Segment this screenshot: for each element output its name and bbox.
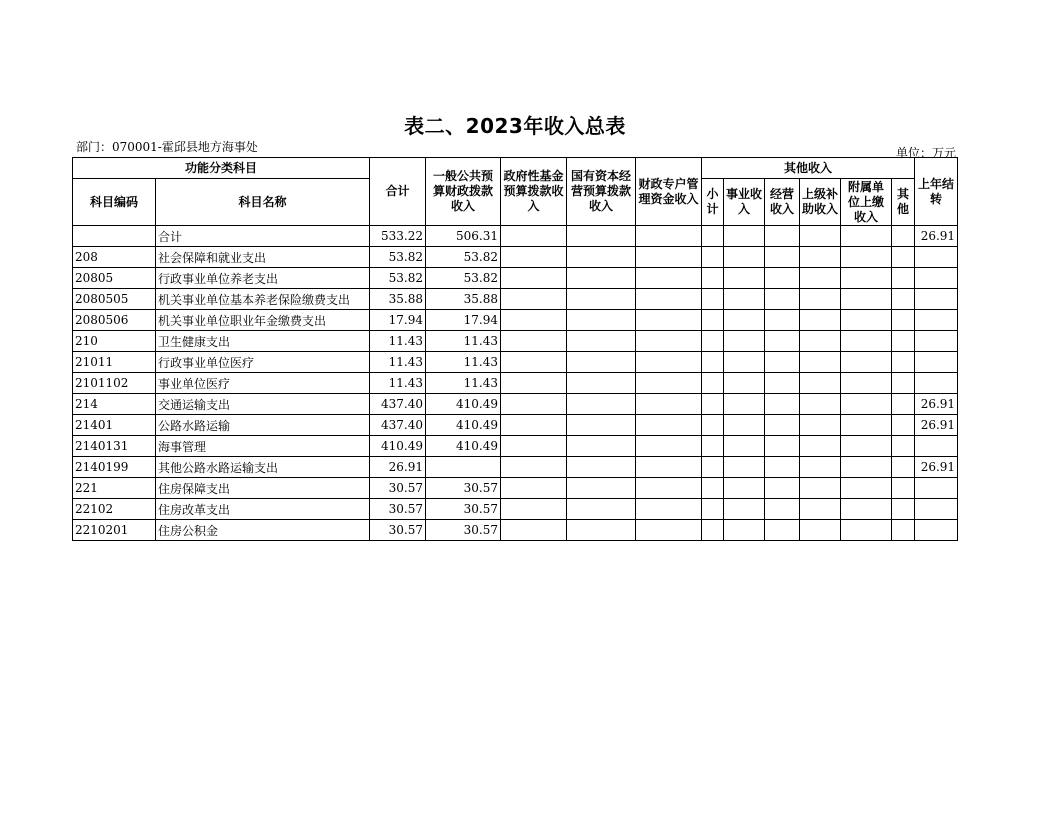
table-row [73,415,958,436]
cell-subtotal [702,415,724,436]
unit-label: 单位：万元 [895,146,956,160]
table-row [73,499,958,520]
cell-affiliated [841,331,892,352]
cell-subtotal [702,289,724,310]
cell-state-capital [567,520,636,541]
cell-code: 21011 [73,352,156,373]
cell-operating [765,373,800,394]
cell-operating [765,499,800,520]
cell-affiliated [841,352,892,373]
cell-gov-fund [501,457,567,478]
cell-operating [765,415,800,436]
cell-operating [765,352,800,373]
cell-state-capital [567,268,636,289]
cell-business [724,226,765,247]
cell-business [724,268,765,289]
cell-subtotal [702,436,724,457]
cell-special-fund [636,268,702,289]
cell-superior-subsidy [800,331,841,352]
cell-subtotal [702,457,724,478]
table-row [73,436,958,457]
cell-code: 221 [73,478,156,499]
cell-gov-fund [501,499,567,520]
cell-total: 410.49 [370,436,426,457]
report-title: 表二、2023年收入总表 [404,114,626,138]
cell-general-budget: 35.88 [426,289,501,310]
cell-special-fund [636,331,702,352]
header-func-class: 功能分类科目 [73,158,370,179]
cell-code: 2210201 [73,520,156,541]
cell-business [724,499,765,520]
cell-subtotal [702,499,724,520]
header-total: 合计 [370,158,426,226]
cell-subtotal [702,310,724,331]
cell-subtotal [702,520,724,541]
cell-operating [765,247,800,268]
table-row [73,310,958,331]
cell-code: 2080506 [73,310,156,331]
cell-state-capital [567,289,636,310]
cell-gov-fund [501,436,567,457]
table-row [73,226,958,247]
cell-gov-fund [501,478,567,499]
header-state-capital: 国有资本经营预算拨款收入 [567,158,636,226]
cell-special-fund [636,373,702,394]
cell-state-capital [567,352,636,373]
cell-superior-subsidy [800,436,841,457]
cell-general-budget [426,457,501,478]
cell-superior-subsidy [800,520,841,541]
header-operating: 经营收入 [765,179,800,226]
cell-total: 17.94 [370,310,426,331]
cell-general-budget: 410.49 [426,415,501,436]
cell-superior-subsidy [800,247,841,268]
cell-state-capital [567,226,636,247]
cell-subtotal [702,331,724,352]
cell-code: 2101102 [73,373,156,394]
header-superior-subsidy: 上级补助收入 [800,179,841,226]
cell-subtotal [702,478,724,499]
cell-superior-subsidy [800,415,841,436]
cell-name: 其他公路水路运输支出 [156,457,370,478]
cell-name: 事业单位医疗 [156,373,370,394]
cell-code: 208 [73,247,156,268]
cell-affiliated [841,247,892,268]
cell-business [724,310,765,331]
cell-total: 26.91 [370,457,426,478]
cell-total: 30.57 [370,478,426,499]
cell-carryover [915,310,958,331]
cell-other [892,226,915,247]
cell-state-capital [567,394,636,415]
table-row [73,268,958,289]
cell-superior-subsidy [800,310,841,331]
cell-carryover [915,436,958,457]
cell-other [892,520,915,541]
cell-operating [765,289,800,310]
header-general-budget: 一般公共预算财政拨款收入 [426,158,501,226]
cell-state-capital [567,436,636,457]
cell-carryover [915,247,958,268]
cell-total: 30.57 [370,520,426,541]
cell-superior-subsidy [800,268,841,289]
cell-state-capital [567,310,636,331]
header-carryover: 上年结转 [915,158,958,226]
cell-gov-fund [501,247,567,268]
cell-business [724,436,765,457]
cell-code: 2080505 [73,289,156,310]
cell-subtotal [702,268,724,289]
cell-operating [765,268,800,289]
cell-affiliated [841,520,892,541]
cell-business [724,352,765,373]
cell-general-budget: 11.43 [426,352,501,373]
cell-superior-subsidy [800,478,841,499]
cell-gov-fund [501,310,567,331]
table-row [73,520,958,541]
cell-subtotal [702,226,724,247]
table-row [73,247,958,268]
cell-general-budget: 30.57 [426,478,501,499]
cell-carryover [915,520,958,541]
cell-carryover [915,331,958,352]
header-special-fund: 财政专户管理资金收入 [636,158,702,226]
table-row [73,331,958,352]
cell-state-capital [567,415,636,436]
cell-business [724,478,765,499]
cell-state-capital [567,478,636,499]
cell-operating [765,226,800,247]
cell-affiliated [841,415,892,436]
cell-carryover: 26.91 [915,394,958,415]
cell-gov-fund [501,331,567,352]
cell-other [892,331,915,352]
cell-total: 437.40 [370,415,426,436]
cell-special-fund [636,352,702,373]
cell-special-fund [636,436,702,457]
header-other: 其他 [892,179,915,226]
cell-affiliated [841,394,892,415]
cell-carryover [915,352,958,373]
cell-general-budget: 17.94 [426,310,501,331]
cell-superior-subsidy [800,457,841,478]
cell-total: 533.22 [370,226,426,247]
cell-operating [765,478,800,499]
cell-affiliated [841,478,892,499]
cell-gov-fund [501,373,567,394]
cell-operating [765,394,800,415]
table-row [73,352,958,373]
cell-gov-fund [501,394,567,415]
cell-other [892,436,915,457]
header-other-income: 其他收入 [702,158,915,179]
cell-code: 22102 [73,499,156,520]
cell-subtotal [702,394,724,415]
cell-superior-subsidy [800,289,841,310]
income-summary-table [72,157,958,541]
cell-operating [765,520,800,541]
header-affiliated: 附属单位上缴收入 [841,179,892,226]
cell-general-budget: 53.82 [426,247,501,268]
cell-gov-fund [501,352,567,373]
cell-subtotal [702,247,724,268]
cell-other [892,289,915,310]
cell-general-budget: 410.49 [426,394,501,415]
cell-name: 行政事业单位医疗 [156,352,370,373]
cell-name: 交通运输支出 [156,394,370,415]
cell-affiliated [841,499,892,520]
cell-special-fund [636,226,702,247]
cell-name: 机关事业单位职业年金缴费支出 [156,310,370,331]
table-row [73,289,958,310]
cell-special-fund [636,499,702,520]
cell-carryover [915,289,958,310]
cell-superior-subsidy [800,352,841,373]
cell-business [724,247,765,268]
cell-other [892,247,915,268]
cell-code [73,226,156,247]
header-subtotal: 小计 [702,179,724,226]
cell-other [892,352,915,373]
cell-general-budget: 30.57 [426,520,501,541]
cell-state-capital [567,457,636,478]
cell-gov-fund [501,289,567,310]
cell-name: 社会保障和就业支出 [156,247,370,268]
table-row [73,478,958,499]
cell-gov-fund [501,520,567,541]
cell-general-budget: 53.82 [426,268,501,289]
header-name: 科目名称 [156,179,370,226]
cell-name: 公路水路运输 [156,415,370,436]
cell-other [892,394,915,415]
cell-special-fund [636,394,702,415]
cell-total: 35.88 [370,289,426,310]
cell-name: 海事管理 [156,436,370,457]
cell-business [724,331,765,352]
cell-name: 住房改革支出 [156,499,370,520]
cell-code: 210 [73,331,156,352]
cell-other [892,310,915,331]
cell-special-fund [636,478,702,499]
cell-operating [765,310,800,331]
table-row [73,373,958,394]
cell-name: 卫生健康支出 [156,331,370,352]
cell-special-fund [636,310,702,331]
cell-affiliated [841,226,892,247]
cell-business [724,520,765,541]
table-row [73,394,958,415]
cell-other [892,373,915,394]
cell-other [892,268,915,289]
cell-total: 11.43 [370,331,426,352]
cell-affiliated [841,289,892,310]
cell-special-fund [636,415,702,436]
cell-total: 11.43 [370,373,426,394]
cell-operating [765,457,800,478]
cell-general-budget: 30.57 [426,499,501,520]
cell-business [724,415,765,436]
cell-other [892,478,915,499]
cell-name: 住房保障支出 [156,478,370,499]
cell-state-capital [567,499,636,520]
cell-code: 214 [73,394,156,415]
cell-code: 2140131 [73,436,156,457]
cell-carryover [915,268,958,289]
cell-affiliated [841,436,892,457]
cell-carryover [915,499,958,520]
cell-general-budget: 11.43 [426,331,501,352]
cell-carryover: 26.91 [915,457,958,478]
department-label: 部门：070001-霍邱县地方海事处 [76,140,258,154]
cell-superior-subsidy [800,373,841,394]
cell-code: 21401 [73,415,156,436]
cell-gov-fund [501,226,567,247]
header-gov-fund: 政府性基金预算拨款收入 [501,158,567,226]
cell-general-budget: 11.43 [426,373,501,394]
cell-business [724,373,765,394]
cell-total: 53.82 [370,268,426,289]
cell-general-budget: 506.31 [426,226,501,247]
cell-operating [765,436,800,457]
cell-operating [765,331,800,352]
cell-subtotal [702,352,724,373]
cell-carryover: 26.91 [915,415,958,436]
cell-code: 20805 [73,268,156,289]
cell-name: 机关事业单位基本养老保险缴费支出 [156,289,370,310]
cell-carryover [915,373,958,394]
cell-state-capital [567,331,636,352]
header-business: 事业收入 [724,179,765,226]
cell-affiliated [841,310,892,331]
table-row [73,457,958,478]
cell-state-capital [567,373,636,394]
cell-other [892,415,915,436]
cell-name: 住房公积金 [156,520,370,541]
cell-carryover [915,478,958,499]
cell-name: 合计 [156,226,370,247]
cell-code: 2140199 [73,457,156,478]
cell-other [892,499,915,520]
cell-total: 30.57 [370,499,426,520]
cell-affiliated [841,457,892,478]
header-code: 科目编码 [73,179,156,226]
cell-state-capital [567,247,636,268]
cell-superior-subsidy [800,499,841,520]
cell-carryover: 26.91 [915,226,958,247]
cell-business [724,394,765,415]
cell-name: 行政事业单位养老支出 [156,268,370,289]
table-body [73,226,958,541]
cell-special-fund [636,457,702,478]
cell-total: 437.40 [370,394,426,415]
cell-special-fund [636,247,702,268]
cell-superior-subsidy [800,226,841,247]
cell-special-fund [636,289,702,310]
cell-general-budget: 410.49 [426,436,501,457]
cell-business [724,457,765,478]
cell-subtotal [702,373,724,394]
cell-special-fund [636,520,702,541]
cell-gov-fund [501,268,567,289]
cell-business [724,289,765,310]
cell-affiliated [841,268,892,289]
cell-total: 53.82 [370,247,426,268]
cell-gov-fund [501,415,567,436]
cell-total: 11.43 [370,352,426,373]
cell-superior-subsidy [800,394,841,415]
cell-other [892,457,915,478]
cell-affiliated [841,373,892,394]
